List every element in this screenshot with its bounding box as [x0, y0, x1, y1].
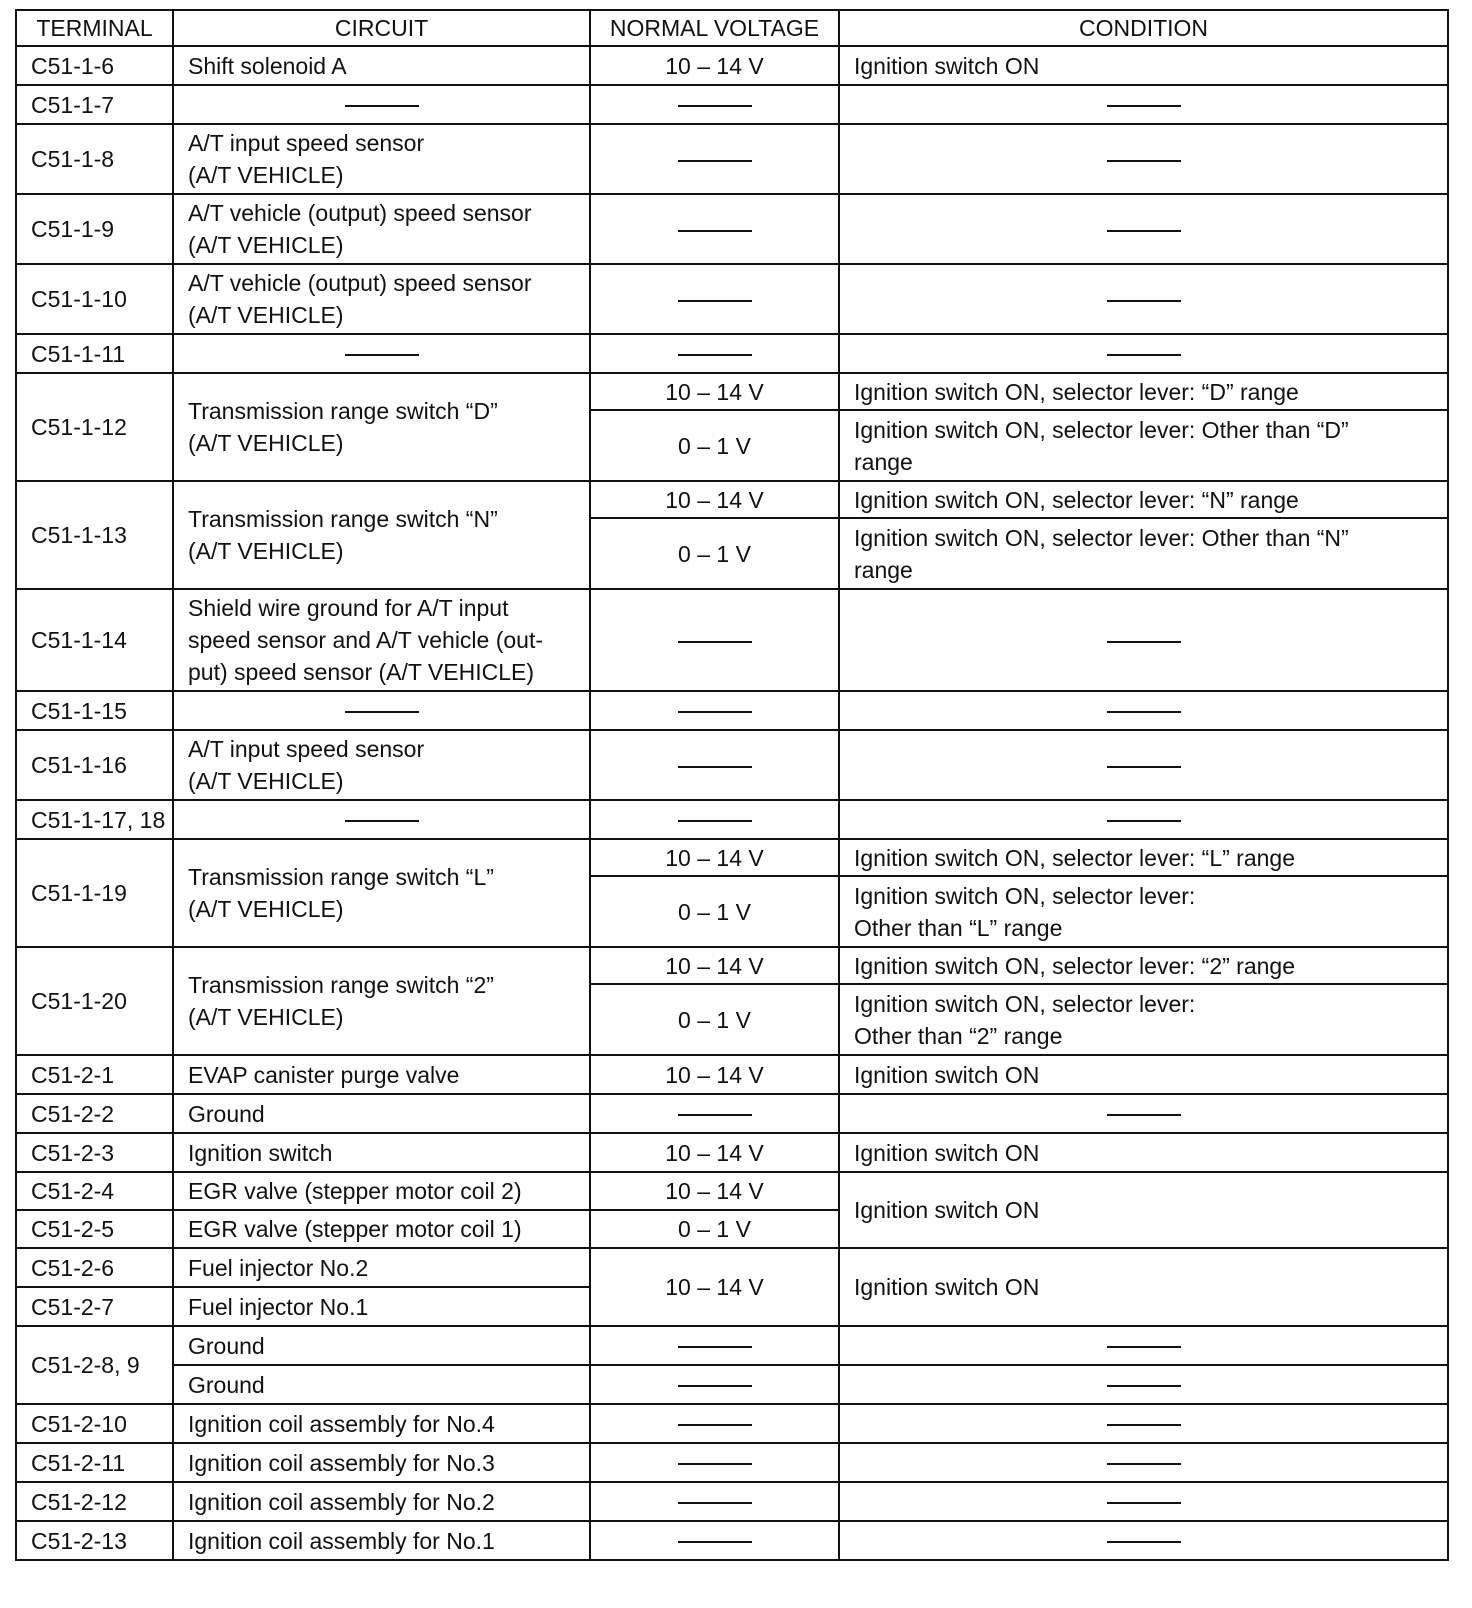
circuit-cell: [173, 334, 590, 373]
dash-mark: [345, 354, 419, 356]
circuit-line: Shield wire ground for A/T input: [188, 595, 509, 621]
table-row: [16, 1326, 1448, 1365]
table-row: [16, 46, 1448, 85]
condition-line: Ignition switch ON, selector lever:: [854, 882, 1196, 909]
dash-mark: [1107, 766, 1181, 768]
circuit-line: speed sensor and A/T vehicle (out-: [188, 627, 544, 653]
voltage-cell: [590, 730, 839, 800]
condition-line: Ignition switch ON, selector lever: Other than “D”: [854, 416, 1349, 443]
dash-mark: [678, 711, 752, 713]
table-row: [16, 1521, 1448, 1560]
table-row: [16, 1404, 1448, 1443]
terminal-cell: C51-1-13: [16, 481, 173, 589]
condition-cell: [839, 124, 1448, 194]
condition-cell: [839, 264, 1448, 334]
condition-cell: [839, 410, 1448, 481]
circuit-line: (A/T VEHICLE): [188, 232, 344, 258]
table-row: [16, 334, 1448, 373]
condition-cell: Ignition switch ON: [839, 1133, 1448, 1172]
dash-mark: [678, 1346, 752, 1348]
condition-cell: [839, 876, 1448, 947]
condition-cell: Ignition switch ON, selector lever: “L” range: [839, 839, 1448, 876]
condition-cell: [839, 730, 1448, 800]
voltage-cell: 10 – 14 V: [590, 481, 839, 518]
table-row: [16, 800, 1448, 839]
circuit-line: (A/T VEHICLE): [188, 302, 344, 328]
circuit-cell: Ignition coil assembly for No.2: [173, 1482, 590, 1521]
table-row: [16, 1482, 1448, 1521]
dash-mark: [678, 105, 752, 107]
voltage-cell: 10 – 14 V: [590, 839, 839, 876]
voltage-cell: 0 – 1 V: [590, 984, 839, 1055]
voltage-cell: [590, 1443, 839, 1482]
dash-mark: [1107, 641, 1181, 643]
dash-mark: [1107, 1346, 1181, 1348]
circuit-cell: Ignition coil assembly for No.1: [173, 1521, 590, 1560]
terminal-cell: C51-2-4: [16, 1172, 173, 1210]
dash-mark: [1107, 160, 1181, 162]
voltage-cell: 0 – 1 V: [590, 518, 839, 589]
terminal-cell: C51-1-6: [16, 46, 173, 85]
condition-cell: Ignition switch ON: [839, 1055, 1448, 1094]
circuit-line: (A/T VEHICLE): [188, 768, 344, 794]
circuit-cell: [173, 730, 590, 800]
table-row: [16, 947, 1448, 984]
voltage-cell: [590, 124, 839, 194]
circuit-cell: Ignition switch: [173, 1133, 590, 1172]
condition-cell: Ignition switch ON, selector lever: “N” range: [839, 481, 1448, 518]
header-circuit: CIRCUIT: [173, 10, 590, 46]
condition-cell: [839, 1521, 1448, 1560]
table-row: [16, 691, 1448, 730]
voltage-cell: [590, 1482, 839, 1521]
dash-mark: [678, 1541, 752, 1543]
dash-mark: [1107, 1541, 1181, 1543]
dash-mark: [678, 1114, 752, 1116]
circuit-line: (A/T VEHICLE): [188, 162, 344, 188]
dash-mark: [678, 820, 752, 822]
header-terminal: TERMINAL: [16, 10, 173, 46]
condition-line: Other than “2” range: [854, 1022, 1063, 1049]
circuit-cell: [173, 691, 590, 730]
circuit-line: A/T vehicle (output) speed sensor: [188, 270, 532, 296]
circuit-line: (A/T VEHICLE): [188, 538, 344, 564]
condition-cell: [839, 85, 1448, 124]
dash-mark: [1107, 711, 1181, 713]
terminal-voltage-table: [15, 9, 1449, 1561]
voltage-cell: [590, 194, 839, 264]
circuit-cell: Ignition coil assembly for No.3: [173, 1443, 590, 1482]
terminal-cell: C51-1-7: [16, 85, 173, 124]
condition-line: range: [854, 448, 913, 475]
voltage-cell: 10 – 14 V: [590, 46, 839, 85]
voltage-cell: [590, 589, 839, 691]
circuit-cell: EGR valve (stepper motor coil 1): [173, 1210, 590, 1248]
circuit-cell: Ignition coil assembly for No.4: [173, 1404, 590, 1443]
voltage-cell: 10 – 14 V: [590, 1172, 839, 1210]
dash-mark: [1107, 230, 1181, 232]
terminal-cell: C51-2-6: [16, 1248, 173, 1287]
circuit-line: put) speed sensor (A/T VEHICLE): [188, 659, 534, 685]
circuit-cell: [173, 264, 590, 334]
terminal-cell: C51-2-12: [16, 1482, 173, 1521]
voltage-cell: [590, 1094, 839, 1133]
circuit-line: Transmission range switch “2”: [188, 972, 494, 998]
terminal-cell: C51-1-11: [16, 334, 173, 373]
condition-line: Ignition switch ON, selector lever:: [854, 990, 1196, 1017]
circuit-cell: Ground: [173, 1326, 590, 1365]
terminal-cell: C51-1-20: [16, 947, 173, 1055]
header-voltage: NORMAL VOLTAGE: [590, 10, 839, 46]
circuit-cell: Fuel injector No.1: [173, 1287, 590, 1326]
circuit-cell: [173, 481, 590, 589]
circuit-line: A/T input speed sensor: [188, 130, 425, 156]
circuit-cell: [173, 800, 590, 839]
condition-cell: [839, 1365, 1448, 1404]
table-row: [16, 1365, 1448, 1404]
dash-mark: [678, 1463, 752, 1465]
circuit-cell: Fuel injector No.2: [173, 1248, 590, 1287]
terminal-cell: C51-1-16: [16, 730, 173, 800]
circuit-cell: [173, 589, 590, 691]
dash-mark: [678, 354, 752, 356]
table-row: [16, 373, 1448, 410]
condition-cell: Ignition switch ON, selector lever: “D” range: [839, 373, 1448, 410]
terminal-cell: C51-1-10: [16, 264, 173, 334]
dash-mark: [678, 1385, 752, 1387]
dash-mark: [678, 300, 752, 302]
voltage-cell: [590, 691, 839, 730]
condition-cell: [839, 691, 1448, 730]
voltage-cell: 0 – 1 V: [590, 1210, 839, 1248]
dash-mark: [345, 711, 419, 713]
condition-cell: [839, 984, 1448, 1055]
circuit-cell: [173, 124, 590, 194]
circuit-cell: Shift solenoid A: [173, 46, 590, 85]
circuit-cell: Ground: [173, 1365, 590, 1404]
condition-cell: [839, 518, 1448, 589]
table-row: [16, 730, 1448, 800]
circuit-line: A/T vehicle (output) speed sensor: [188, 200, 532, 226]
dash-mark: [345, 105, 419, 107]
terminal-cell: C51-2-2: [16, 1094, 173, 1133]
dash-mark: [678, 160, 752, 162]
dash-mark: [678, 230, 752, 232]
table-row: [16, 589, 1448, 691]
terminal-cell: C51-1-9: [16, 194, 173, 264]
condition-cell: [839, 1094, 1448, 1133]
table-row: [16, 1443, 1448, 1482]
table-row: [16, 124, 1448, 194]
table-row: [16, 839, 1448, 876]
terminal-cell: C51-2-13: [16, 1521, 173, 1560]
voltage-cell: 10 – 14 V: [590, 1055, 839, 1094]
table-row: [16, 1133, 1448, 1172]
dash-mark: [678, 641, 752, 643]
condition-cell: Ignition switch ON: [839, 46, 1448, 85]
circuit-cell: [173, 947, 590, 1055]
dash-mark: [1107, 1385, 1181, 1387]
voltage-cell: [590, 1365, 839, 1404]
circuit-cell: EVAP canister purge valve: [173, 1055, 590, 1094]
voltage-cell: 0 – 1 V: [590, 876, 839, 947]
dash-mark: [1107, 1114, 1181, 1116]
condition-cell: [839, 1326, 1448, 1365]
terminal-cell: C51-2-3: [16, 1133, 173, 1172]
terminal-cell: C51-2-5: [16, 1210, 173, 1248]
condition-cell: Ignition switch ON: [839, 1172, 1448, 1248]
dash-mark: [1107, 1463, 1181, 1465]
dash-mark: [1107, 820, 1181, 822]
table-row: [16, 1055, 1448, 1094]
header-row: [16, 10, 1448, 46]
condition-line: Other than “L” range: [854, 914, 1063, 941]
table-row: [16, 85, 1448, 124]
terminal-cell: C51-1-15: [16, 691, 173, 730]
voltage-cell: [590, 85, 839, 124]
terminal-cell: C51-2-8, 9: [16, 1326, 173, 1404]
table-row: [16, 481, 1448, 518]
circuit-line: Transmission range switch “N”: [188, 506, 498, 532]
circuit-cell: EGR valve (stepper motor coil 2): [173, 1172, 590, 1210]
terminal-cell: C51-2-11: [16, 1443, 173, 1482]
circuit-line: (A/T VEHICLE): [188, 896, 344, 922]
condition-cell: Ignition switch ON, selector lever: “2” range: [839, 947, 1448, 984]
terminal-cell: C51-1-19: [16, 839, 173, 947]
condition-cell: [839, 194, 1448, 264]
table-row: [16, 194, 1448, 264]
condition-line: range: [854, 556, 913, 583]
table-row: [16, 1172, 1448, 1210]
circuit-line: Transmission range switch “L”: [188, 864, 494, 890]
voltage-cell: 0 – 1 V: [590, 410, 839, 481]
condition-cell: [839, 589, 1448, 691]
voltage-cell: 10 – 14 V: [590, 373, 839, 410]
condition-cell: [839, 800, 1448, 839]
voltage-cell: [590, 1326, 839, 1365]
voltage-cell: 10 – 14 V: [590, 1133, 839, 1172]
dash-mark: [678, 1502, 752, 1504]
terminal-cell: C51-1-12: [16, 373, 173, 481]
circuit-cell: [173, 85, 590, 124]
dash-mark: [345, 820, 419, 822]
voltage-cell: [590, 334, 839, 373]
terminal-cell: C51-1-17, 18: [16, 800, 173, 839]
voltage-cell: 10 – 14 V: [590, 1248, 839, 1326]
condition-line: Ignition switch ON, selector lever: Other than “N”: [854, 524, 1349, 551]
terminal-cell: C51-2-7: [16, 1287, 173, 1326]
voltage-cell: [590, 264, 839, 334]
terminal-cell: C51-1-14: [16, 589, 173, 691]
dash-mark: [678, 766, 752, 768]
dash-mark: [1107, 354, 1181, 356]
dash-mark: [1107, 1502, 1181, 1504]
dash-mark: [1107, 300, 1181, 302]
circuit-line: (A/T VEHICLE): [188, 430, 344, 456]
voltage-cell: 10 – 14 V: [590, 947, 839, 984]
circuit-line: (A/T VEHICLE): [188, 1004, 344, 1030]
dash-mark: [1107, 1424, 1181, 1426]
voltage-cell: [590, 1404, 839, 1443]
circuit-cell: [173, 194, 590, 264]
header-condition: CONDITION: [839, 10, 1448, 46]
terminal-cell: C51-2-1: [16, 1055, 173, 1094]
voltage-cell: [590, 1521, 839, 1560]
terminal-cell: C51-2-10: [16, 1404, 173, 1443]
condition-cell: [839, 1482, 1448, 1521]
table-row: [16, 1094, 1448, 1133]
circuit-cell: [173, 373, 590, 481]
voltage-cell: [590, 800, 839, 839]
dash-mark: [678, 1424, 752, 1426]
circuit-cell: [173, 839, 590, 947]
circuit-line: A/T input speed sensor: [188, 736, 425, 762]
circuit-cell: Ground: [173, 1094, 590, 1133]
dash-mark: [1107, 105, 1181, 107]
terminal-cell: C51-1-8: [16, 124, 173, 194]
table-row: [16, 1248, 1448, 1287]
condition-cell: [839, 1443, 1448, 1482]
circuit-line: Transmission range switch “D”: [188, 398, 498, 424]
condition-cell: Ignition switch ON: [839, 1248, 1448, 1326]
condition-cell: [839, 334, 1448, 373]
table-row: [16, 264, 1448, 334]
condition-cell: [839, 1404, 1448, 1443]
